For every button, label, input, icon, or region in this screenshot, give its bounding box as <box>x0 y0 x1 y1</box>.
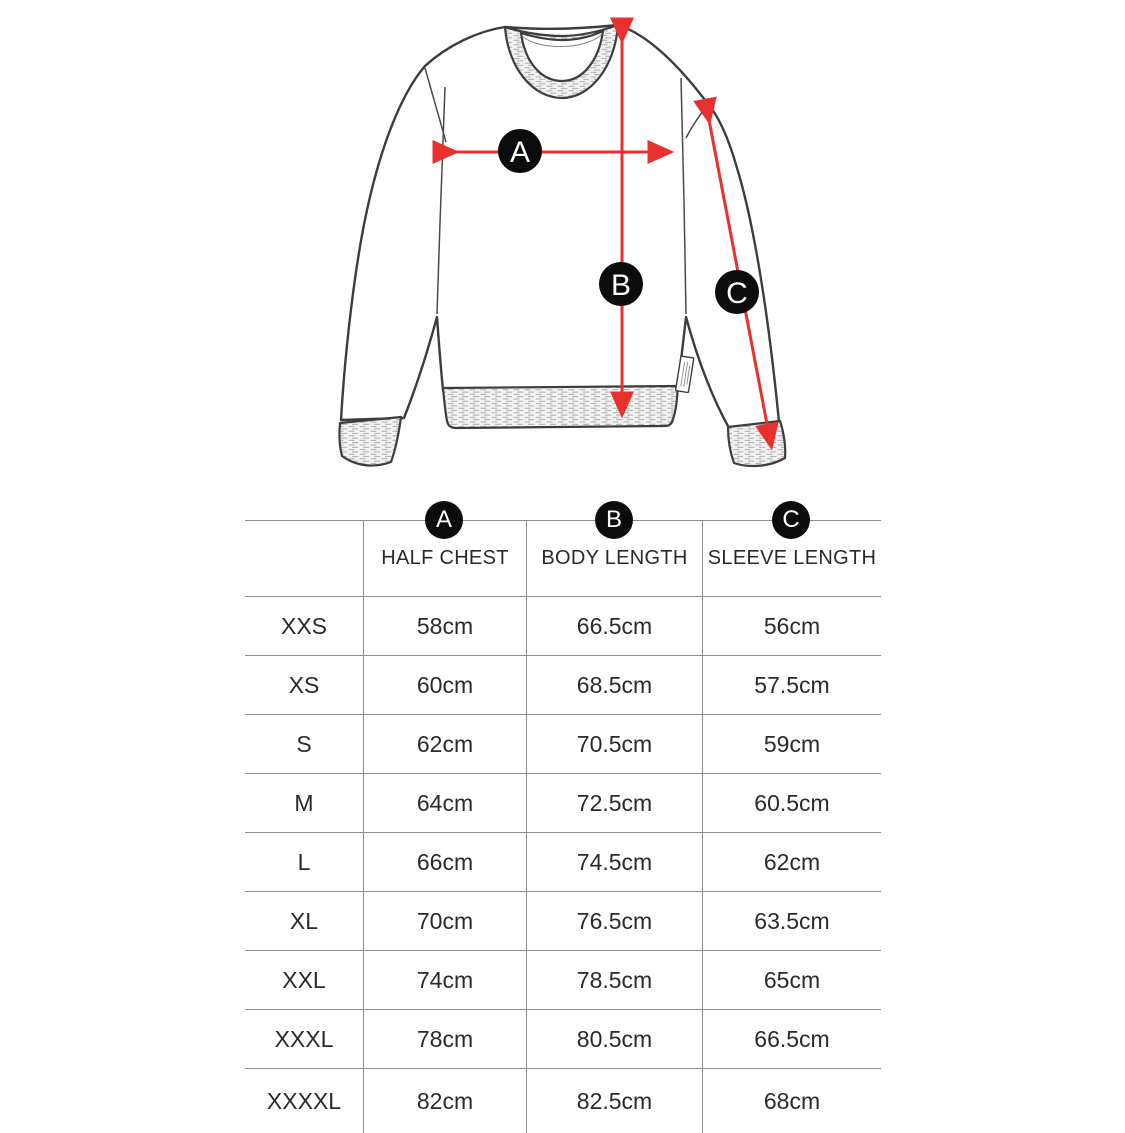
size-label: XXL <box>245 951 363 1010</box>
header-sleeve-length: SLEEVE LENGTH <box>702 521 881 597</box>
size-label: XS <box>245 656 363 715</box>
table-badge-a: A <box>425 501 463 539</box>
sleeve-length-value: 65cm <box>702 951 881 1010</box>
header-body-length: BODY LENGTH <box>526 521 702 597</box>
table-row-xxxxl <box>245 1069 881 1133</box>
left-cuff <box>339 417 401 466</box>
sleeve-length-value: 66.5cm <box>702 1010 881 1069</box>
table-row-s <box>245 715 881 774</box>
body-length-value: 80.5cm <box>526 1010 702 1069</box>
body-length-value: 78.5cm <box>526 951 702 1010</box>
diagram-marker-b <box>599 262 643 306</box>
diagram-marker-a-label: A <box>509 136 531 169</box>
body-length-value: 82.5cm <box>526 1069 702 1133</box>
header-size-blank <box>245 521 363 597</box>
half-chest-value: 82cm <box>363 1069 526 1133</box>
size-label: M <box>245 774 363 833</box>
size-label: S <box>245 715 363 774</box>
right-cuff <box>728 421 785 466</box>
sweatshirt-measurement-diagram <box>0 0 1125 492</box>
body-length-value: 76.5cm <box>526 892 702 951</box>
sleeve-length-value: 63.5cm <box>702 892 881 951</box>
table-row-xxl <box>245 951 881 1010</box>
size-label: XXS <box>245 597 363 656</box>
half-chest-value: 66cm <box>363 833 526 892</box>
size-label: XXXL <box>245 1010 363 1069</box>
table-badge-b: B <box>595 501 633 539</box>
table-row-xxs <box>245 597 881 656</box>
size-chart-table <box>245 506 881 1133</box>
table-badge-c: C <box>772 501 810 539</box>
diagram-marker-c <box>715 270 759 314</box>
sleeve-length-value: 57.5cm <box>702 656 881 715</box>
diagram-marker-b-label: B <box>610 269 632 302</box>
body-length-value: 68.5cm <box>526 656 702 715</box>
body-length-value: 66.5cm <box>526 597 702 656</box>
sleeve-length-value: 59cm <box>702 715 881 774</box>
sleeve-length-value: 62cm <box>702 833 881 892</box>
half-chest-value: 74cm <box>363 951 526 1010</box>
table-row-xs <box>245 656 881 715</box>
half-chest-value: 62cm <box>363 715 526 774</box>
half-chest-value: 60cm <box>363 656 526 715</box>
half-chest-value: 78cm <box>363 1010 526 1069</box>
body-length-value: 72.5cm <box>526 774 702 833</box>
sleeve-length-value: 68cm <box>702 1069 881 1133</box>
half-chest-value: 58cm <box>363 597 526 656</box>
size-label: L <box>245 833 363 892</box>
table-row-l <box>245 833 881 892</box>
sleeve-length-value: 56cm <box>702 597 881 656</box>
table-row-xl <box>245 892 881 951</box>
half-chest-value: 70cm <box>363 892 526 951</box>
body-length-value: 70.5cm <box>526 715 702 774</box>
size-label: XL <box>245 892 363 951</box>
hem-band <box>443 386 678 428</box>
sleeve-length-value: 60.5cm <box>702 774 881 833</box>
size-label: XXXXL <box>266 1087 342 1114</box>
body-length-value: 74.5cm <box>526 833 702 892</box>
table-row-xxxl <box>245 1010 881 1069</box>
header-half-chest: HALF CHEST <box>363 521 526 597</box>
diagram-marker-a <box>498 129 542 173</box>
half-chest-value: 64cm <box>363 774 526 833</box>
sweatshirt-drawing <box>0 0 1125 492</box>
table-row-m <box>245 774 881 833</box>
diagram-marker-c-label: C <box>726 277 748 310</box>
